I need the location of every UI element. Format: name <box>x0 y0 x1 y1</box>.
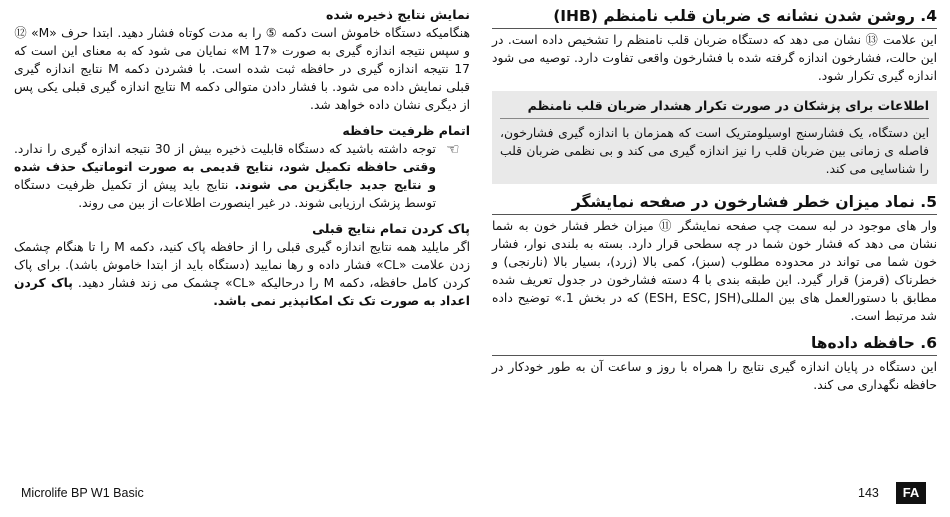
section-ihb-title: 4. روشن شدن نشانه ی ضربان قلب نامنظم (IHB) <box>492 6 937 29</box>
memory-full-note <box>14 140 470 212</box>
section-ihb-text: این علامت ⑬ نشان می دهد که دستگاه ضربان قلب نامنظم را تشخیص داده است. در این حالت، فشارخون اندازه گرفته شده با فشارخون واقعی تفاوت دارد. توصیه می شود اندازه گیری تکرار شود. <box>492 33 937 83</box>
display-results-text: هنگامیکه دستگاه خاموش است دکمه ⑤ را به مدت کوتاه فشار دهید. ابتدا حرف «M» ⑫ و سپس نتیجه اندازه گیری به صورت «17 M» نمایان می شود که به معنای این است که 17 نتیجه اندازه گیری در حافظه ثبت شده است. با فشردن دکمه M نتایج اندازه گیری قبلی نمایش داده می شود. با فشار دادن متوالی دکمه M نتایج اندازه گیری قبلی یکی پس از دیگری نشان داده خواهد شد. <box>14 26 470 112</box>
doctor-info-box <box>492 91 937 184</box>
section-memory-text: این دستگاه در پایان اندازه گیری نتایج را همراه با روز و ساعت آن به طور خودکار در حافظه نگهداری می کند. <box>492 360 937 392</box>
clear-results-title: پاک کردن تمام نتایج قبلی <box>312 221 470 236</box>
display-results-title: نمایش نتایج ذخیره شده <box>326 7 470 22</box>
left-column <box>14 6 470 310</box>
doctor-info-title: اطلاعات برای پزشکان در صورت تکرار هشدار ضربان قلب نامنظم <box>500 97 929 119</box>
clear-results-text: اگر مایلید همه نتایج اندازه گیری قبلی را از حافظه پاک کنید، دکمه M را تا هنگام چشمک زدن علامت «CL» فشار داده و رها نمایید (دستگاه باید از ابتدا خاموش باشد). برای پاک کردن کامل حافظه، دکمه M را درحالیکه «CL» چشمک می زند فشار دهید. پاک کردن اعداد به صورت تک تک امکانپذیر نمی باشد. <box>14 240 471 308</box>
section-risk-title: 5. نماد میزان خطر فشارخون در صفحه نمایشگر <box>492 192 937 215</box>
footer-product-name: Microlife BP W1 Basic <box>21 486 144 500</box>
memory-full-text: توجه داشته باشید که دستگاه قابلیت ذخیره بیش از 30 نتیجه اندازه گیری را ندارد. وقتی حافظه تکمیل شود، نتایج قدیمی به صورت اتوماتیک حذف شده و نتایج جدید جایگزین می شوند. نتایج باید پیش از تکمیل ظرفیت دستگاه توسط پزشک ارزیابی شوند. در غیر اینصورت اطلاعات از بین می روند. <box>14 142 436 210</box>
language-badge: FA <box>896 482 926 504</box>
page-number: 143 <box>858 486 879 500</box>
memory-full-title: اتمام ظرفیت حافظه <box>342 123 470 138</box>
section-memory-title: 6. حافظه داده‌ها <box>492 333 937 356</box>
doctor-info-text: این دستگاه، یک فشارسنج اوسیلومتریک است که همزمان با اندازه گیری فشارخون، فاصله ی زمانی بین ضربان قلب را نیز اندازه گیری می کند و بی نظمی ضربان قلب را شناسایی می کند. <box>500 126 929 176</box>
right-column <box>492 6 937 394</box>
section-risk-text: وار های موجود در لبه سمت چپ صفحه نمایشگر ⑪ میزان خطر فشار خون به شما نشان می دهد که فشار خون شما در چه سطحی قرار دارد. بسته به بلندی نوار، فشار خون شما می تواند در محدوده مطلوب (سبز)، کمی بالا (زرد)، بسیار بالا (نارنجی) و خطرناک (قرمز) قرار گیرد. این طبقه بندی با 4 دسته فشارخون در جدول تعریف شده مطابق با دستورالعمل های بین المللی(ESH, ESC, JSH) که در بخش 1.» توضیح داده شد مرتبط است. <box>492 219 938 323</box>
pointing-hand-icon: ☜ <box>446 140 460 158</box>
